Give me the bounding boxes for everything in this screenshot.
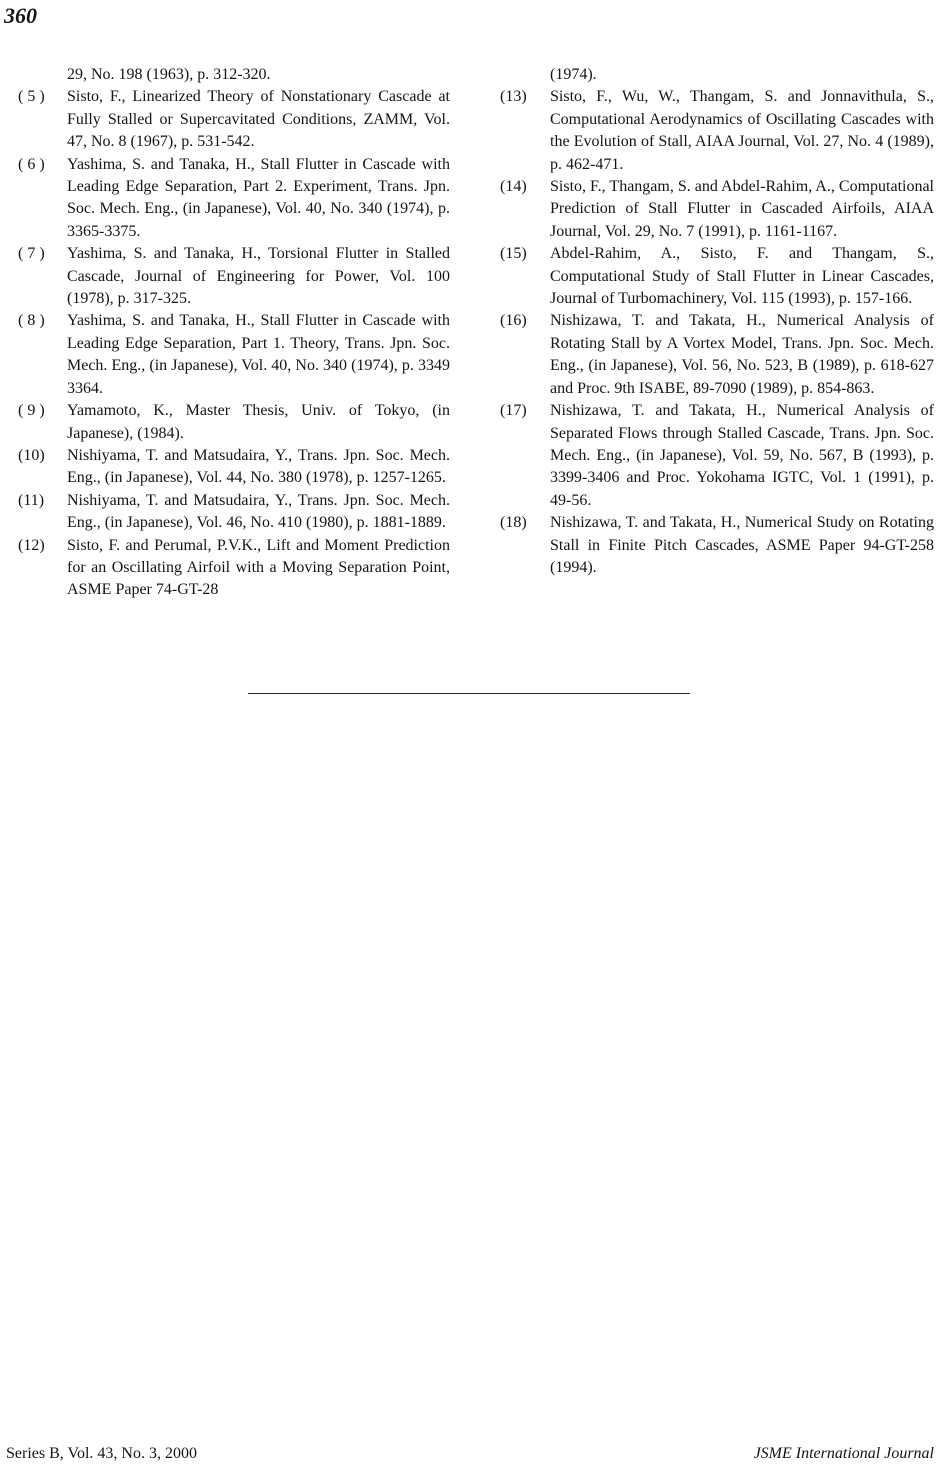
reference-number: (14) [500,178,527,196]
reference-text: Nishizawa, T. and Takata, H., Numerical Study on Rotating Stall in Finite Pitch Cascades, ASME Paper 94-GT-258 (1994). [550,514,934,576]
reference-entry [500,400,934,512]
reference-text: Sisto, F., Thangam, S. and Abdel-Rahim, A., Computational Prediction of Stall Flutter in Cascaded Airfoils, AIAA Journal, Vol. 29, No. 7 (1991), p. 1161-1167. [550,178,934,240]
reference-number: (11) [18,491,45,509]
references-right-column [500,64,934,579]
reference-number: ( 7 ) [18,245,45,263]
journal-name-footer: JSME International Journal [753,1445,934,1462]
reference-entry [18,154,450,244]
reference-entry [18,400,450,445]
reference-entry [18,490,450,535]
reference-number: (15) [500,245,527,263]
reference-text: Yashima, S. and Tanaka, H., Stall Flutter in Cascade with Leading Edge Separation, Part 2. Experiment, Trans. Jpn. Soc. Mech. Eng., (in Japanese), Vol. 40, No. 340 (1974), p. 3365-3375. [67,155,450,240]
reference-text: Sisto, F., Linearized Theory of Nonstationary Cascade at Fully Stalled or Supercavitated Conditions, ZAMM, Vol. 47, No. 8 (1967), p. 531-542. [67,88,450,151]
reference-number: (13) [500,88,527,106]
reference-text: Yamamoto, K., Master Thesis, Univ. of Tokyo, (in Japanese), (1984). [67,402,450,442]
reference-text: Yashima, S. and Tanaka, H., Stall Flutter in Cascade with Leading Edge Separation, Part 1. Theory, Trans. Jpn. Soc. Mech. Eng., (in Japanese), Vol. 40, No. 340 (1974), p. 3349 3364. [67,312,450,397]
section-divider [248,693,690,694]
reference-continuation: 29, No. 198 (1963), p. 312-320. [67,66,271,83]
reference-entry [500,86,934,176]
reference-entry [18,243,450,310]
reference-text: Nishiyama, T. and Matsudaira, Y., Trans. Jpn. Soc. Mech. Eng., (in Japanese), Vol. 44, No. 380 (1978), p. 1257-1265. [67,446,450,487]
reference-number: (12) [18,536,45,554]
reference-number: (18) [500,514,527,532]
reference-entry [18,445,450,490]
reference-text: Yashima, S. and Tanaka, H., Torsional Flutter in Stalled Cascade, Journal of Engineering for Power, Vol. 100 (1978), p. 317-325. [67,245,450,308]
reference-text: Nishiyama, T. and Matsudaira, Y., Trans. Jpn. Soc. Mech. Eng., (in Japanese), Vol. 46, No. 410 (1980), p. 1881-1889. [67,491,450,532]
reference-entry [500,176,934,243]
reference-text: Nishizawa, T. and Takata, H., Numerical Analysis of Separated Flows through Stalled Cascade, Trans. Jpn. Soc. Mech. Eng., (in Japanese), Vol. 59, No. 567, B (1993), p. 3399-3406 and Proc. Yokohama IGTC, Vol. 1 (1991), p. 49-56. [550,402,934,509]
journal-series-footer: Series B, Vol. 43, No. 3, 2000 [6,1445,197,1462]
reference-text: Nishizawa, T. and Takata, H., Numerical Analysis of Rotating Stall by A Vortex Model, Trans. Jpn. Soc. Mech. Eng., (in Japanese), Vol. 56, No. 523, B (1989), p. 618-627 and Proc. 9th ISABE, 89-7090 (1989), p. 854-863. [550,312,934,397]
reference-text: Sisto, F., Wu, W., Thangam, S. and Jonnavithula, S., Computational Aerodynamics of Oscillating Cascades with the Evolution of Stall, AIAA Journal, Vol. 27, No. 4 (1989), p. 462-471. [550,88,934,173]
reference-entry [500,512,934,579]
references-left-column [18,64,450,602]
reference-text: Sisto, F. and Perumal, P.V.K., Lift and Moment Prediction for an Oscillating Airfoil with a Moving Separation Point, ASME Paper 74-GT-28 [67,536,450,599]
reference-number: ( 6 ) [18,155,45,173]
reference-number: ( 5 ) [18,88,45,106]
reference-number: ( 9 ) [18,402,45,420]
reference-entry [500,310,934,400]
reference-continuation: (1974). [550,66,597,83]
reference-entry [18,310,450,400]
reference-entry [500,243,934,310]
page-number: 360 [4,3,37,28]
reference-entry [18,535,450,602]
reference-entry [18,86,450,153]
reference-text: Abdel-Rahim, A., Sisto, F. and Thangam, S., Computational Study of Stall Flutter in Linear Cascades, Journal of Turbomachinery, Vol. 115 (1993), p. 157-166. [550,245,934,308]
reference-number: (10) [18,446,45,464]
reference-number: (16) [500,312,527,330]
reference-number: (17) [500,402,527,420]
reference-number: ( 8 ) [18,312,45,330]
